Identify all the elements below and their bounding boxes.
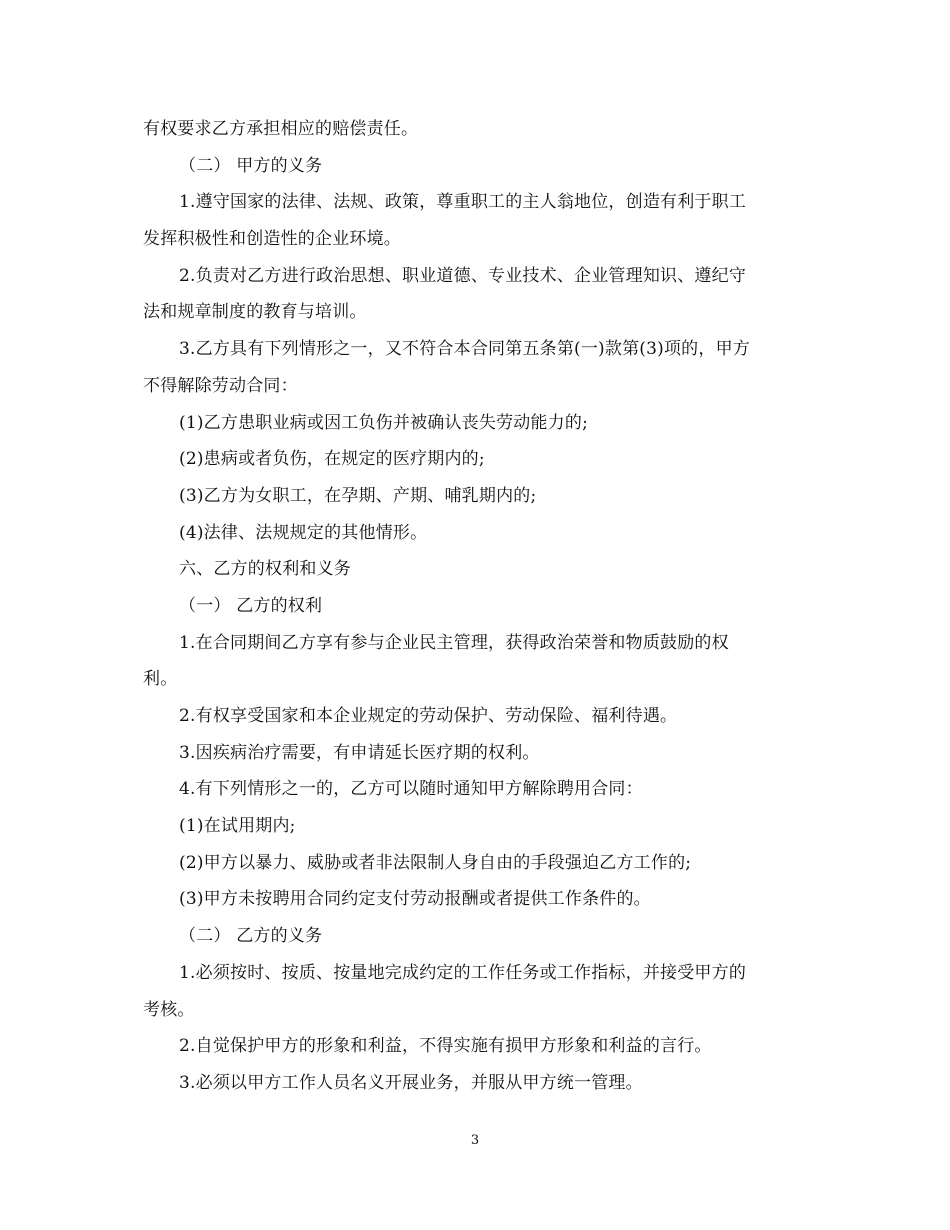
text-line: 利。: [143, 669, 178, 690]
text-line: 考核。: [143, 999, 195, 1020]
text-line: 发挥积极性和创造性的企业环境。: [143, 229, 401, 250]
text-line: （二） 甲方的义务: [179, 155, 323, 176]
text-line: (3)甲方未按聘用合同约定支付劳动报酬或者提供工作条件的。: [179, 889, 651, 910]
text-line: 六、乙方的权利和义务: [179, 559, 351, 580]
text-line: (1)在试用期内;: [179, 816, 296, 837]
text-line: (3)乙方为女职工，在孕期、产期、哺乳期内的;: [179, 485, 537, 506]
page-number: 3: [470, 1133, 480, 1148]
text-line: （一） 乙方的权利: [179, 595, 323, 616]
text-line: （二） 乙方的义务: [179, 926, 323, 947]
text-line: 3.乙方具有下列情形之一，又不符合本合同第五条第(一)款第(3)项的，甲方: [179, 339, 750, 360]
document-body: [143, 111, 813, 1102]
text-line: 不得解除劳动合同：: [143, 375, 298, 396]
text-line: 1.必须按时、按质、按量地完成约定的工作任务或工作指标，并接受甲方的: [179, 962, 747, 983]
text-line: 4.有下列情形之一的，乙方可以随时通知甲方解除聘用合同：: [179, 779, 643, 800]
text-line: (2)甲方以暴力、威胁或者非法限制人身自由的手段强迫乙方工作的;: [179, 852, 692, 873]
text-line: (4)法律、法规规定的其他情形。: [179, 522, 428, 543]
text-line: 1.遵守国家的法律、法规、政策，尊重职工的主人翁地位，创造有利于职工: [179, 192, 747, 213]
text-line: 1.在合同期间乙方享有参与企业民主管理，获得政治荣誉和物质鼓励的权: [179, 632, 729, 653]
text-line: 有权要求乙方承担相应的赔偿责任。: [143, 119, 419, 139]
text-line: 2.自觉保护甲方的形象和利益，不得实施有损甲方形象和利益的言行。: [179, 1036, 712, 1057]
text-line: 3.必须以甲方工作人员名义开展业务，并服从甲方统一管理。: [179, 1072, 643, 1093]
text-line: (1)乙方患职业病或因工负伤并被确认丧失劳动能力的;: [179, 412, 589, 433]
text-line: 3.因疾病治疗需要，有申请延长医疗期的权利。: [179, 742, 540, 763]
text-line: 法和规章制度的教育与培训。: [143, 302, 367, 323]
text-line: 2.有权享受国家和本企业规定的劳动保护、劳动保险、福利待遇。: [179, 706, 678, 726]
text-line: 2.负责对乙方进行政治思想、职业道德、专业技术、企业管理知识、遵纪守: [179, 265, 747, 286]
text-line: (2)患病或者负伤，在规定的医疗期内的;: [179, 449, 485, 470]
